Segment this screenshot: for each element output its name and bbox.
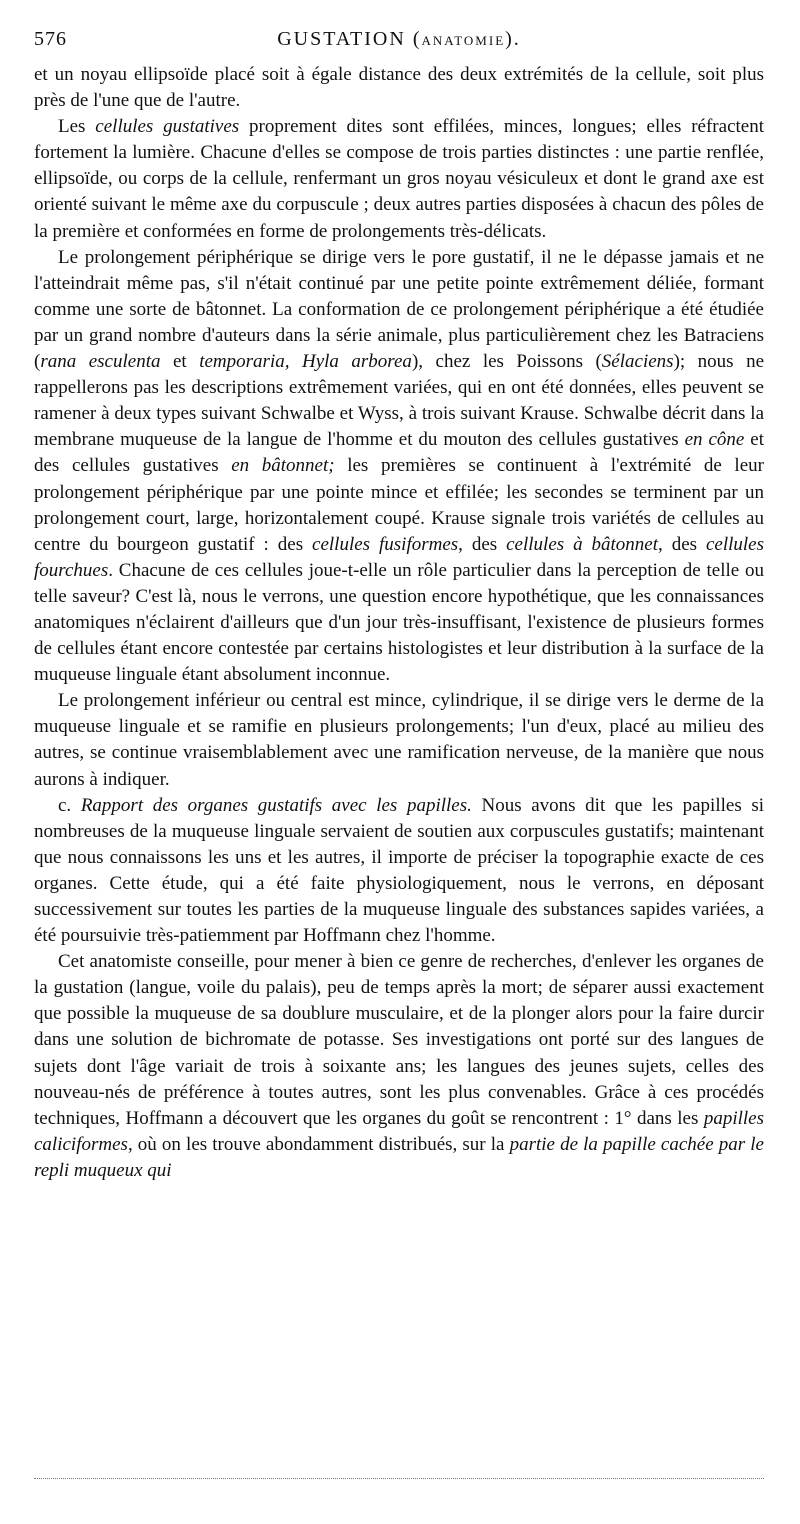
italic-text: Rapport des organes gustatifs avec les papilles. — [80, 794, 472, 816]
text-run: proprement dites sont effilées, minces, longues; elles réfractent fortement la lumière. Chacune d'elles se compose de trois parties distinctes : une partie renflée, ellipsoïde, ou corps de la cellule, renfermant un gros noyau vésiculeux et dont le grand axe est orienté suivant le même axe du corpuscule ; deux autres parties disposées à chacun des pôles de la première et conformées en forme de prolongements très-délicats. — [34, 116, 764, 242]
paragraph — [34, 62, 764, 114]
text-run: , des — [658, 533, 706, 555]
text-run: ); nous ne rappellerons pas les descriptions extrêmement variées, qui en ont été données, elles peuvent se ramener à deux types suivant Schwalbe et Wyss, à trois suivant Krause. Schwalbe décrit dans la membrane muqueuse de la langue de l'homme et du mouton des cellules gustatives — [34, 351, 765, 451]
text-run: , des — [458, 533, 507, 555]
text-run: ), chez les Poissons ( — [411, 351, 602, 373]
text-run: et des cellules gustatives — [34, 429, 764, 477]
running-title-main: GUSTATION — [277, 28, 413, 50]
text-run: et — [160, 351, 200, 373]
document-page — [34, 28, 764, 1184]
text-run: Cet anatomiste conseille, pour mener à bien ce genre de recherches, d'enlever les organes de la gustation (langue, voile du palais), peu de temps après la mort; de séparer aussi exactement que possible la muqueuse de sa doublure musculaire, et de la plonger alors pour la faire durcir dans une solution de bichromate de potasse. Ses investigations ont porté sur des langues de sujets dont l'âge variait de trois à soixante ans; les langues des jeunes sujets, celles des nouveau-nés de préférence à toutes autres, sont les plus convenables. Grâce à ces procédés techniques, Hoffmann a découvert que les organes du goût se rencontrent : 1° dans les — [34, 951, 764, 1129]
italic-text: cellules gustatives — [95, 116, 240, 138]
italic-text: cellules fusiformes — [312, 533, 459, 555]
paragraph — [34, 114, 764, 244]
paragraph — [34, 949, 764, 1184]
text-run: . Chacune de ces cellules joue-t-elle un rôle particulier dans la perception de telle ou telle saveur? C'est là, nous le verrons, une question encore hypothétique, que les connaissances anatomiques n'éclairent d'ailleurs que d'un jour très-insuffisant, l'existence de plusieurs formes de cellules étant encore contestée par certains histologistes et leur distribution à la surface de la muqueuse linguale étant absolument inconnue. — [34, 559, 764, 686]
text-run: Nous avons dit que les papilles si nombreuses de la muqueuse linguale servaient de soutien aux corpuscules gustatifs; maintenant que nous connaissons les uns et les autres, il importe de préciser la topographie exacte de ces organes. Cette étude, qui a été faite physiologiquement, nous le verrons, en déposant successivement sur toutes les parties de la muqueuse linguale des substances sapides variées, a été poursuivie très-patiemment par Hoffmann chez l'homme. — [34, 794, 765, 947]
text-run: c. — [58, 794, 81, 816]
italic-text: cellules fourchues — [34, 533, 765, 581]
running-title-paren-open: ( — [412, 28, 422, 50]
italic-text: temporaria, Hyla arborea — [199, 351, 412, 373]
text-run: et un noyau ellipsoïde placé soit à égale distance des deux extrémités de la cellule, soit plus près de l'une que de l'autre. — [34, 64, 764, 112]
paragraph — [34, 245, 764, 689]
italic-text: partie de la papille cachée par le repli muqueux qui — [34, 1133, 764, 1181]
text-run: les premières se continuent à l'extrémité de leur prolongement périphérique par une pointe mince et effilée; les secondes se terminent par un prolongement court, large, horizontalement coupé. Krause signale trois variétés de cellules au centre du bourgeon gustatif : des — [34, 455, 764, 555]
body-text — [34, 62, 764, 1184]
text-run: Les — [58, 116, 96, 138]
paragraph — [34, 793, 764, 950]
text-run: Le prolongement périphérique se dirige vers le pore gustatif, il ne le dépasse jamais et ne l'atteindrait même pas, s'il n'était continué par une petite pointe extrêmement déliée, formant comme une sorte de bâtonnet. La conformation de ce prolongement périphérique a été étudiée par un grand nombre d'auteurs dans la série animale, plus particulièrement chez les Batraciens ( — [34, 246, 764, 373]
footer-rule — [34, 1478, 764, 1479]
italic-text: cellules à bâtonnet — [506, 533, 659, 555]
running-header — [34, 28, 764, 62]
italic-text: Sélaciens — [601, 351, 674, 373]
page-number: 576 — [34, 28, 67, 50]
italic-text: en cône — [684, 429, 745, 451]
italic-text: rana esculenta — [40, 351, 161, 373]
paragraph — [34, 688, 764, 792]
italic-text: papilles caliciformes — [34, 1107, 764, 1155]
text-run: , où on les trouve abondamment distribués, sur la — [127, 1133, 510, 1155]
running-title-paren-close: ). — [505, 28, 521, 50]
italic-text: en bâtonnet; — [231, 455, 335, 477]
running-title — [34, 28, 764, 51]
text-run: Le prolongement inférieur ou central est mince, cylindrique, il se dirige vers le derme de la muqueuse linguale et se ramifie en plusieurs prolongements; l'un d'eux, placé au milieu des autres, se continue vraisemblablement avec une ramification nerveuse, de la manière que nous aurons à indiquer. — [34, 690, 764, 790]
running-title-subject: ANATOMIE — [421, 33, 506, 48]
